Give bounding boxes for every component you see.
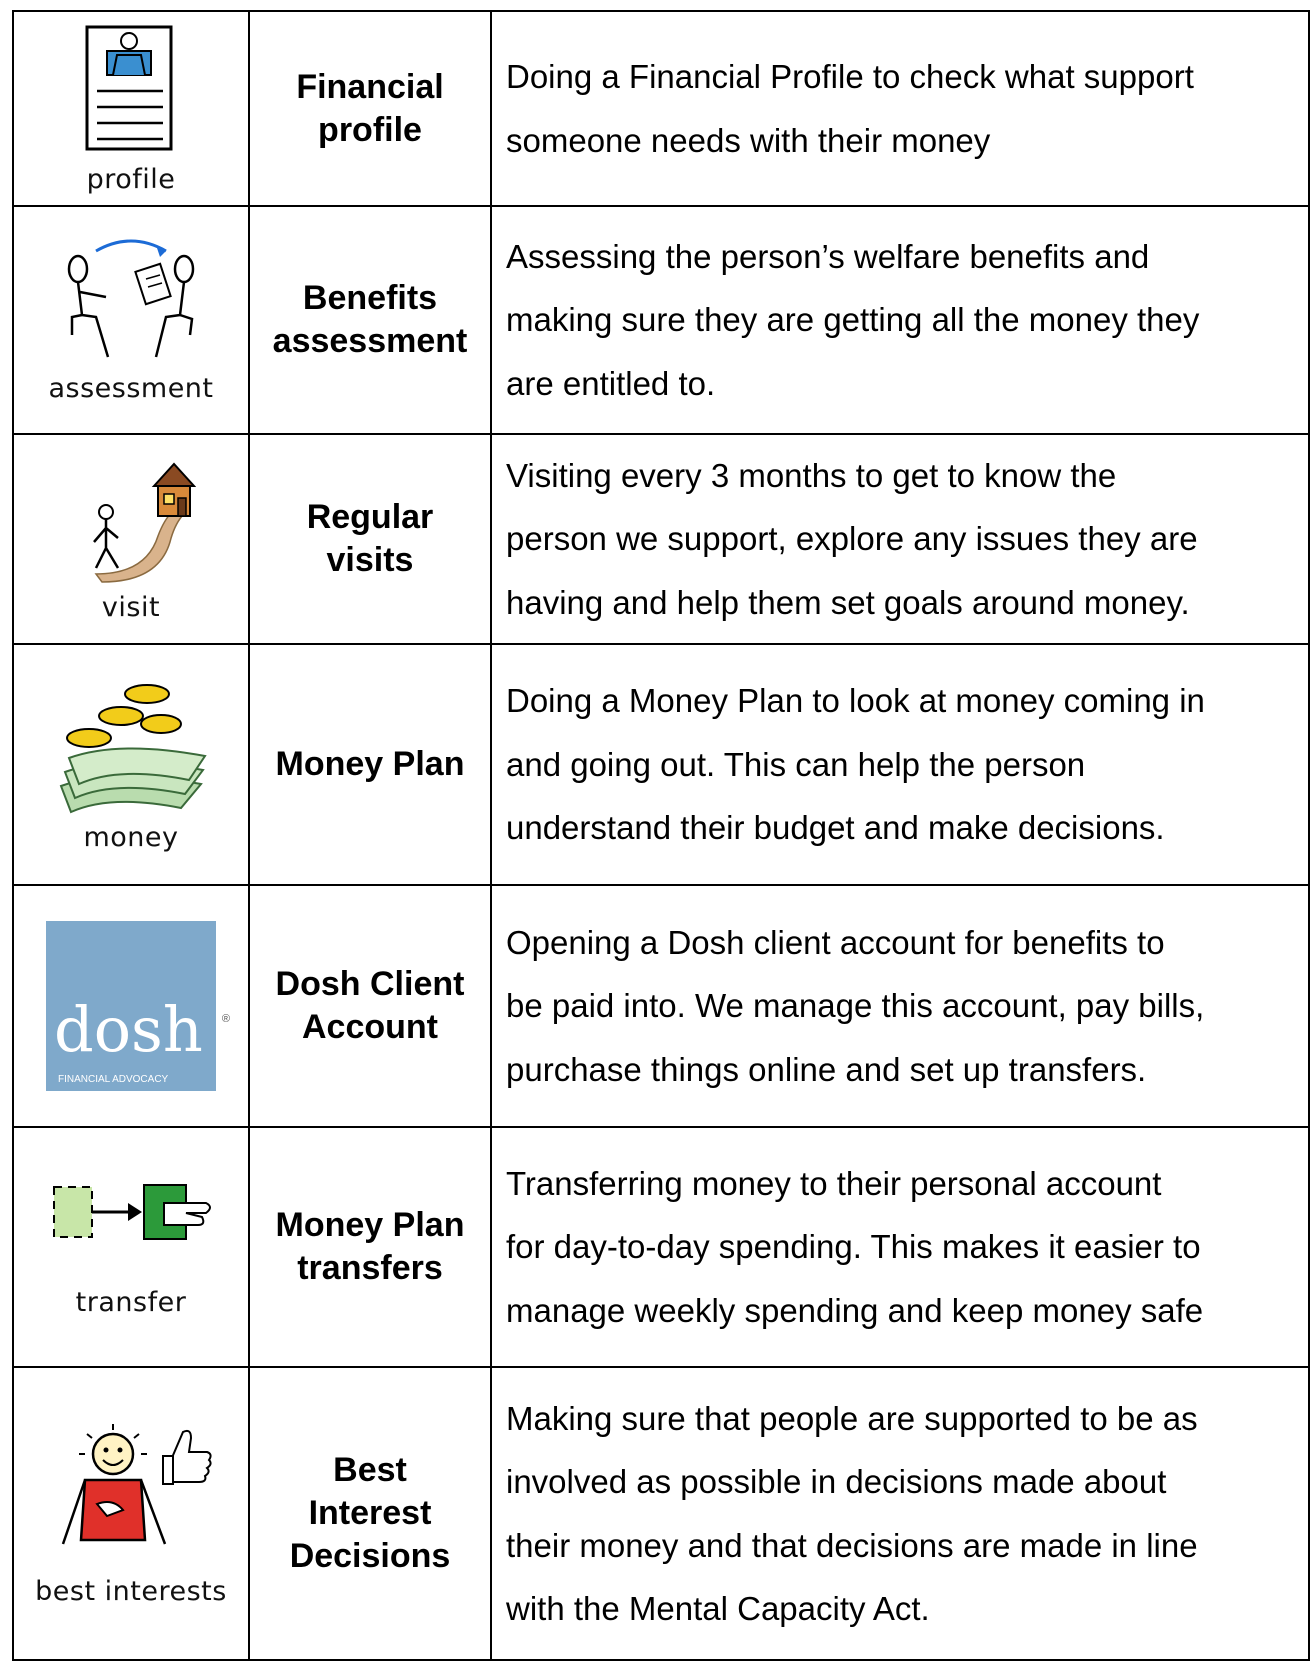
desc-line: their money and that decisions are made in line (506, 1526, 1198, 1564)
table-row-benefits-assessment (13, 206, 1309, 434)
symbol-caption: transfer (75, 1286, 187, 1318)
desc-line: understand their budget and make decisions. (506, 809, 1165, 847)
title-line: Benefits (302, 279, 438, 317)
title-line: Money Plan (275, 1206, 465, 1244)
row-description (491, 644, 1309, 885)
desc-line: involved as possible in decisions made about (506, 1463, 1167, 1500)
table-row-money-plan (13, 644, 1309, 885)
row-title (249, 644, 491, 885)
symbol-cell (13, 206, 249, 434)
table-row-money-plan-transfers (13, 1127, 1309, 1367)
title-line: Financial (296, 67, 444, 106)
row-description (491, 1127, 1309, 1367)
symbol-cell (13, 1367, 249, 1660)
desc-line: person we support, explore any issues they are (506, 520, 1198, 558)
transfer-icon (46, 1177, 216, 1247)
table-row-best-interest-decisions (13, 1367, 1309, 1660)
visit-icon (66, 456, 196, 586)
row-description (491, 885, 1309, 1127)
desc-line: manage weekly spending and keep money safe (506, 1291, 1204, 1329)
title-line: Dosh Client (275, 965, 465, 1003)
desc-line: making sure they are getting all the money they (506, 301, 1200, 339)
row-description (491, 11, 1309, 206)
row-title (249, 434, 491, 644)
registered-mark: ® (221, 1013, 230, 1025)
table-row-dosh-client-account (13, 885, 1309, 1127)
title-line: visits (326, 541, 414, 579)
desc-line: Opening a Dosh client account for benefits to (506, 923, 1165, 961)
symbol-cell (13, 1127, 249, 1367)
row-description (491, 434, 1309, 644)
title-line: Money Plan (275, 745, 465, 783)
row-title (249, 1127, 491, 1367)
symbol-caption: money (83, 822, 179, 853)
title-line: profile (318, 110, 422, 149)
money-icon (51, 676, 211, 816)
desc-line: Doing a Money Plan to look at money coming in (506, 682, 1205, 720)
desc-line: Making sure that people are supported to be as (506, 1399, 1198, 1437)
profile-icon (83, 23, 179, 158)
title-line: Interest (308, 1494, 432, 1532)
row-title (249, 885, 491, 1127)
assessment-icon (56, 237, 206, 367)
title-line: Best (333, 1451, 407, 1489)
dosh-logo (46, 921, 230, 1091)
services-table (12, 10, 1310, 1661)
title-line: Account (302, 1008, 438, 1046)
title-line: Decisions (289, 1537, 451, 1575)
desc-line: and going out. This can help the person (506, 745, 1086, 783)
symbol-caption: best interests (35, 1576, 227, 1607)
symbol-cell (13, 11, 249, 206)
desc-line: having and help them set goals around money. (506, 583, 1190, 621)
desc-line: purchase things online and set up transfers. (506, 1050, 1147, 1088)
symbol-caption: assessment (48, 372, 214, 404)
desc-line: be paid into. We manage this account, pay bills, (506, 987, 1205, 1025)
title-line: Regular (306, 498, 434, 536)
desc-line: with the Mental Capacity Act. (506, 1590, 930, 1627)
dosh-logo-word: dosh (54, 993, 203, 1066)
row-title (249, 1367, 491, 1660)
desc-line: Assessing the person’s welfare benefits and (506, 237, 1150, 275)
row-title (249, 206, 491, 434)
symbol-caption: profile (86, 163, 176, 195)
table-row-regular-visits (13, 434, 1309, 644)
row-description (491, 206, 1309, 434)
desc-line: Doing a Financial Profile to check what support (506, 58, 1194, 95)
desc-line: for day-to-day spending. This makes it easier to (506, 1228, 1201, 1266)
best-interests-icon (41, 1420, 221, 1570)
title-line: assessment (272, 322, 468, 360)
symbol-cell (13, 434, 249, 644)
symbol-caption: visit (101, 591, 161, 623)
table-row-financial-profile (13, 11, 1309, 206)
dosh-logo-tagline: FINANCIAL ADVOCACY (58, 1074, 169, 1085)
symbol-cell (13, 644, 249, 885)
title-line: transfers (297, 1249, 443, 1287)
desc-line: someone needs with their money (506, 121, 991, 159)
desc-line: Transferring money to their personal account (506, 1164, 1162, 1202)
desc-line: Visiting every 3 months to get to know the (506, 456, 1117, 494)
desc-line: are entitled to. (506, 364, 716, 402)
row-description (491, 1367, 1309, 1660)
row-title (249, 11, 491, 206)
symbol-cell (13, 885, 249, 1127)
